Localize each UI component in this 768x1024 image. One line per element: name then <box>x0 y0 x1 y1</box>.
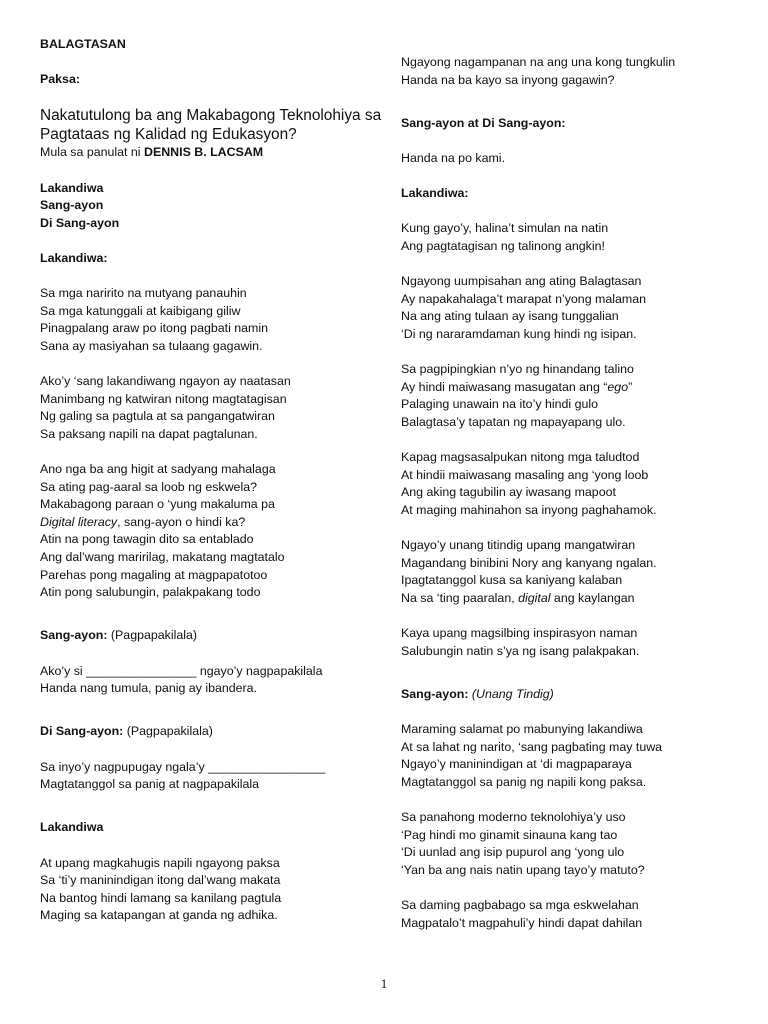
lakandiwa-heading-2: Lakandiwa <box>40 820 104 835</box>
verse-line: Ngayong uumpisahan ang ating Balagtasan <box>401 274 642 289</box>
author-line <box>40 144 380 162</box>
verse-line: At maging mahinahon sa inyong paghahamok. <box>401 502 657 517</box>
page-number: 1 <box>380 976 388 991</box>
verse-line: Pinagpalang araw po itong pagbati namin <box>40 321 269 336</box>
ego-term: ego <box>607 379 629 394</box>
verse-line <box>40 514 380 532</box>
verse-line: ‘Pag hindi mo ginamit sinauna kang tao <box>401 827 618 842</box>
verse-line: Sa mga katunggali at kaibigang giliw <box>40 303 241 318</box>
topic-line-1: Nakatutulong ba ang Makabagong Teknolohiya sa <box>40 107 382 125</box>
digital-literacy-term: Digital literacy <box>40 514 118 529</box>
verse-fragment: ” <box>628 379 633 394</box>
verse-line: Ako’y si ________________ ngayo’y nagpapakilala <box>40 663 323 678</box>
verse-line: ‘Di uunlad ang isip pupurol ang ‘yong ulo <box>401 845 625 860</box>
di-sang-ayon-intro-heading <box>40 723 380 741</box>
verse-line: Sana ay masiyahan sa tulaang gagawin. <box>40 338 263 353</box>
speaker-label: Sang-ayon: <box>401 686 469 701</box>
verse-line: Ano nga ba ang higit at sadyang mahalaga <box>40 462 276 477</box>
verse-line: Sa daming pagbabago sa mga eskwelahan <box>401 897 639 912</box>
verse-line: Sa ating pag-aaral sa loob ng eskwela? <box>40 479 257 494</box>
lakandiwa-heading-3: Lakandiwa: <box>401 186 469 201</box>
verse-line: Ay napakahalaga’t marapat n’yong malaman <box>401 291 646 306</box>
verse-fragment: Ay hindi maiwasang masugatan ang “ <box>401 379 608 394</box>
verse-line: Atin pong salubungin, palakpakang todo <box>40 585 261 600</box>
verse-line: Magtatanggol sa panig at nagpapakilala <box>40 777 260 792</box>
paksa-label: Paksa: <box>40 72 80 87</box>
verse-line <box>401 379 741 397</box>
verse-line: Sa inyo’y nagpupugay ngala’y _________________ <box>40 759 326 774</box>
speaker-note: (Pagpapakilala) <box>123 724 213 739</box>
author-prefix: Mula sa panulat ni <box>40 145 145 160</box>
left-column <box>40 36 380 925</box>
document-title: BALAGTASAN <box>40 37 126 51</box>
verse-line: Magtatanggol sa panig ng napili kong paksa. <box>401 774 647 789</box>
speaker-label: Sang-ayon: <box>40 628 108 643</box>
verse-line: Parehas pong magaling at magpapatotoo <box>40 567 268 582</box>
author-name: DENNIS B. LACSAM <box>144 145 264 160</box>
speaker-label: Di Sang-ayon: <box>40 724 124 739</box>
verse-line: At upang magkahugis napili ngayong paksa <box>40 855 280 870</box>
verse-line: At hindii maiwasang masaling ang ‘yong loob <box>401 467 649 482</box>
verse-line: Magpatalo’t magpahuli’y hindi dapat dahilan <box>401 915 643 930</box>
verse-line: Sa paksang napili na dapat pagtalunan. <box>40 426 258 441</box>
verse-line: Maraming salamat po mabunying lakandiwa <box>401 721 643 736</box>
verse-line: Makabagong paraan o ‘yung makaluma pa <box>40 497 275 512</box>
right-column <box>401 54 741 932</box>
verse-line: Na ang ating tulaan ay isang tunggalian <box>401 309 619 324</box>
verse-line: Sa mga naririto na mutyang panauhin <box>40 286 247 301</box>
verse-line: Kung gayo’y, halina’t simulan na natin <box>401 221 609 236</box>
verse-line: Sa panahong moderno teknolohiya’y uso <box>401 809 626 824</box>
verse-line: ‘Di ng nararamdaman kung hindi ng isipan. <box>401 326 637 341</box>
verse-line: Palaging unawain na ito’y hindi gulo <box>401 397 599 412</box>
verse-line: Balagtasa’y tapatan ng mapayapang ulo. <box>401 414 626 429</box>
verse-line: Na bantog hindi lamang sa kanilang pagtula <box>40 890 282 905</box>
sang-ayon-intro-heading <box>40 627 380 645</box>
role-sang-ayon: Sang-ayon <box>40 198 104 213</box>
verse-line: Manimbang ng katwiran nitong magtatagisan <box>40 391 287 406</box>
verse-line: Ang aking tagubilin ay iwasang mapoot <box>401 485 616 500</box>
verse-line: Ng galing sa pagtula at sa pangangatwiran <box>40 409 275 424</box>
role-lakandiwa: Lakandiwa <box>40 180 104 195</box>
verse-line: Ang dal’wang maririlag, makatang magtatalo <box>40 550 285 565</box>
verse-line: Ngayo’y unang titindig upang mangatwiran <box>401 538 636 553</box>
verse-line: Handa nang tumula, panig ay ibandera. <box>40 681 257 696</box>
topic-line-2: Pagtataas ng Kalidad ng Edukasyon? <box>40 126 297 144</box>
digital-term: digital <box>518 590 551 605</box>
verse-line: Ngayo’y maninindigan at ‘di magpaparaya <box>401 757 632 772</box>
verse-line: Handa na po kami. <box>401 150 506 165</box>
verse-fragment: ang kaylangan <box>550 590 635 605</box>
verse-line: Sa pagpipingkian n’yo ng hinandang talino <box>401 362 634 377</box>
verse-line: At sa lahat ng narito, ‘sang pagbating may tuwa <box>401 739 663 754</box>
lakandiwa-heading: Lakandiwa: <box>40 250 108 265</box>
verse-line: ‘Yan ba ang nais natin upang tayo’y matuto? <box>401 862 645 877</box>
role-di-sang-ayon: Di Sang-ayon <box>40 215 120 230</box>
verse-line: Salubungin natin s’ya ng isang palakpakan. <box>401 643 640 658</box>
speaker-note: (Unang Tindig) <box>471 686 554 701</box>
sang-ayon-first-stand-heading <box>401 686 741 704</box>
verse-line: Ngayong nagampanan na ang una kong tungkulin <box>401 55 676 69</box>
verse-line: Atin na pong tawagin dito sa entablado <box>40 532 254 547</box>
verse-line <box>401 590 741 608</box>
verse-line: Handa na ba kayo sa inyong gagawin? <box>401 72 615 87</box>
verse-line: Ang pagtatagisan ng talinong angkin! <box>401 238 605 253</box>
both-sides-heading: Sang-ayon at Di Sang-ayon: <box>401 115 566 130</box>
verse-fragment: Na sa ‘ting paaralan, <box>401 590 519 605</box>
verse-line: Maging sa katapangan at ganda ng adhika. <box>40 908 278 923</box>
verse-line: Ako’y ‘sang lakandiwang ngayon ay naatasan <box>40 374 291 389</box>
speaker-note: (Pagpapakilala) <box>107 628 198 643</box>
verse-line: Kaya upang magsilbing inspirasyon naman <box>401 626 638 640</box>
verse-fragment: , sang-ayon o hindi ka? <box>117 514 246 529</box>
verse-line: Ipagtatanggol kusa sa kaniyang kalaban <box>401 573 623 588</box>
verse-line: Sa ‘ti’y maninindigan itong dal’wang makata <box>40 873 281 888</box>
verse-line: Magandang binibini Nory ang kanyang ngalan. <box>401 555 657 570</box>
verse-line: Kapag magsasalpukan nitong mga taludtod <box>401 450 640 465</box>
